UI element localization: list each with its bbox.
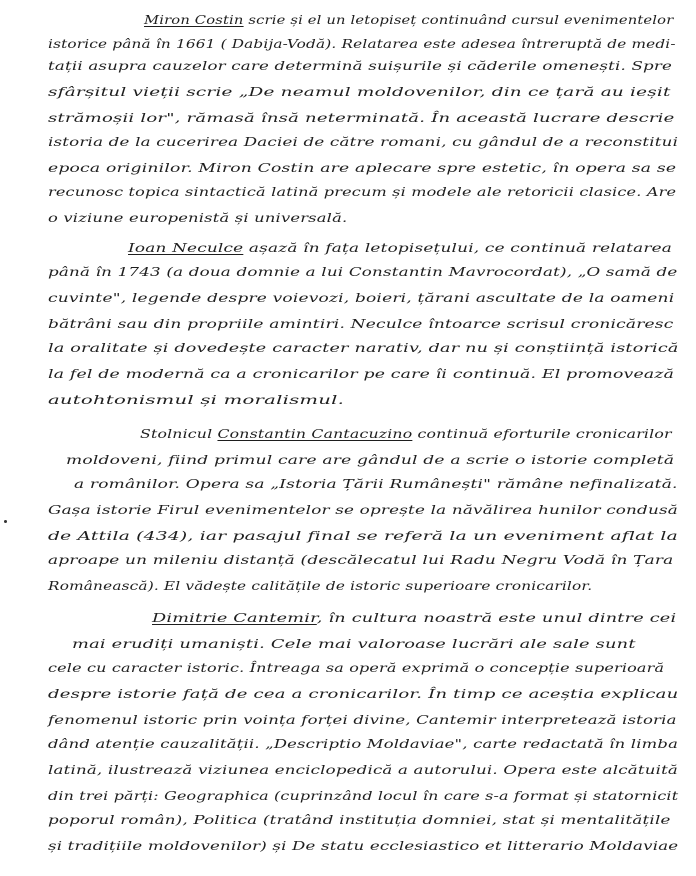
paragraph-cantemir-line xyxy=(48,788,678,804)
line-text: moldoveni, fiind primul care are gândul de a scrie o istorie completă xyxy=(66,452,675,467)
paragraph-miron-costin-line xyxy=(48,160,676,176)
line-text: la fel de modernă ca a cronicarilor pe care îi continuă. El promovează xyxy=(48,366,675,381)
line-text: cele cu caracter istoric. Întreaga sa operă exprimă o concepție superioară xyxy=(48,660,665,675)
paragraph-cantemir-line xyxy=(48,762,678,778)
line-text: strămoșii lor", rămasă însă neterminată. În această lucrare descrie xyxy=(48,110,675,125)
line-text: mai erudiți umaniști. Cele mai valoroase lucrări ale sale sunt xyxy=(72,636,636,651)
line-text: dând atenție cauzalității. „Descriptio Moldaviae", carte redactată în limba xyxy=(48,736,679,751)
line-text: recunosc topica sintactică latină precum și modele ale retoricii clasice. Are xyxy=(48,184,677,199)
line-text: a românilor. Opera sa „Istoria Țării Rumânești" rămâne nefinalizată. xyxy=(74,476,678,491)
line-text: până în 1743 (a doua domnie a lui Constantin Mavrocordat), „O samă de xyxy=(48,264,678,279)
paragraph-cantemir-line xyxy=(48,660,664,676)
line-text: continuă eforturile cronicarilor xyxy=(412,426,672,441)
underlined-name: Ioan Neculce xyxy=(128,240,244,255)
line-text: tații asupra cauzelor care determină suișurile și căderile omenești. Spre xyxy=(48,58,673,73)
paragraph-cantacuzino-line xyxy=(140,426,672,442)
paragraph-miron-costin-line xyxy=(48,210,347,226)
paragraph-cantemir-line xyxy=(48,736,678,752)
line-text: scrie și el un letopiseț continuând cursul evenimentelor xyxy=(243,12,674,27)
paragraph-miron-costin-line xyxy=(48,84,671,100)
paragraph-miron-costin-line xyxy=(144,12,673,28)
paragraph-cantemir-line xyxy=(48,686,678,702)
line-text: aproape un mileniu distanță (descălecatul lui Radu Negru Vodă în Țara xyxy=(48,552,674,567)
line-text: fenomenul istoric prin voința forței divine, Cantemir interpretează istoria xyxy=(48,712,677,727)
paragraph-cantacuzino-line xyxy=(66,452,674,468)
paragraph-miron-costin-line xyxy=(48,134,678,150)
paragraph-miron-costin-line xyxy=(48,184,676,200)
paragraph-ion-neculce-line xyxy=(48,290,674,306)
paragraph-cantacuzino-line xyxy=(48,528,678,544)
line-text: autohtonismul și moralismul. xyxy=(48,392,345,407)
paragraph-miron-costin-line xyxy=(48,110,675,126)
margin-mark xyxy=(4,520,7,523)
underlined-name: Dimitrie Cantemir xyxy=(152,610,317,625)
line-text: epoca originilor. Miron Costin are aplecare spre estetic, în opera sa se xyxy=(48,160,677,175)
paragraph-cantemir-line xyxy=(48,712,677,728)
paragraph-ion-neculce-line xyxy=(48,392,344,408)
paragraph-miron-costin-line xyxy=(48,58,672,74)
line-text: din trei părți: Geographica (cuprinzând locul în care s-a format și statornicit xyxy=(48,788,679,803)
paragraph-cantacuzino-line xyxy=(48,552,673,568)
paragraph-ion-neculce-line xyxy=(48,340,679,356)
line-text: sfârșitul vieții scrie „De neamul moldovenilor, din ce țară au ieșit xyxy=(48,84,671,99)
line-text: și tradițiile moldovenilor) și De statu ecclesiastico et litterario Moldaviae xyxy=(48,838,679,853)
line-text: poporul român), Politica (tratând instituția domniei, stat și mentalitățile xyxy=(48,812,671,827)
paragraph-cantacuzino-line xyxy=(74,476,678,492)
line-text: cuvinte", legende despre voievozi, boieri, țărani ascultate de la oameni xyxy=(48,290,675,305)
paragraph-ion-neculce-line xyxy=(48,264,677,280)
line-text: istoria de la cucerirea Daciei de către romani, cu gândul de a reconstitui xyxy=(48,134,679,149)
paragraph-cantemir-line xyxy=(72,636,636,652)
paragraph-cantemir-line xyxy=(48,838,678,854)
paragraph-cantacuzino-line xyxy=(48,578,592,594)
paragraph-miron-costin-line xyxy=(48,36,676,52)
line-text: bătrâni sau din propriile amintiri. Neculce întoarce scrisul cronicăresc xyxy=(48,316,674,331)
paragraph-ion-neculce-line xyxy=(128,240,672,256)
line-text: de Attila (434), iar pasajul final se referă la un eveniment aflat la xyxy=(48,528,678,543)
line-text: istorice până în 1661 ( Dabija-Vodă). Relatarea este adesea întreruptă de medi- xyxy=(48,36,676,51)
paragraph-ion-neculce-line xyxy=(48,316,673,332)
line-text: Gașa istorie Firul evenimentelor se oprește la năvălirea hunilor condusă xyxy=(48,502,678,517)
line-text: o viziune europenistă și universală. xyxy=(48,210,348,225)
paragraph-cantacuzino-line xyxy=(48,502,678,518)
paragraph-cantemir-line xyxy=(152,610,676,626)
line-text: latină, ilustrează viziunea enciclopedică a autorului. Opera este alcătuită xyxy=(48,762,679,777)
underlined-name: Miron Costin xyxy=(144,12,244,27)
line-text: așază în fața letopisețului, ce continuă relatarea xyxy=(243,240,673,255)
line-text: Românească). El vădește calitățile de istoric superioare cronicarilor. xyxy=(48,578,593,593)
underlined-name: Constantin Cantacuzino xyxy=(217,426,413,441)
line-text: despre istorie față de cea a cronicarilor. În timp ce aceștia explicau xyxy=(48,686,679,701)
paragraph-cantemir-line xyxy=(48,812,671,828)
line-text: Stolnicul xyxy=(140,426,218,441)
line-text: la oralitate și dovedește caracter narativ, dar nu și conștiință istorică xyxy=(48,340,679,355)
paragraph-ion-neculce-line xyxy=(48,366,674,382)
line-text: , în cultura noastră este unul dintre cei xyxy=(316,610,677,625)
